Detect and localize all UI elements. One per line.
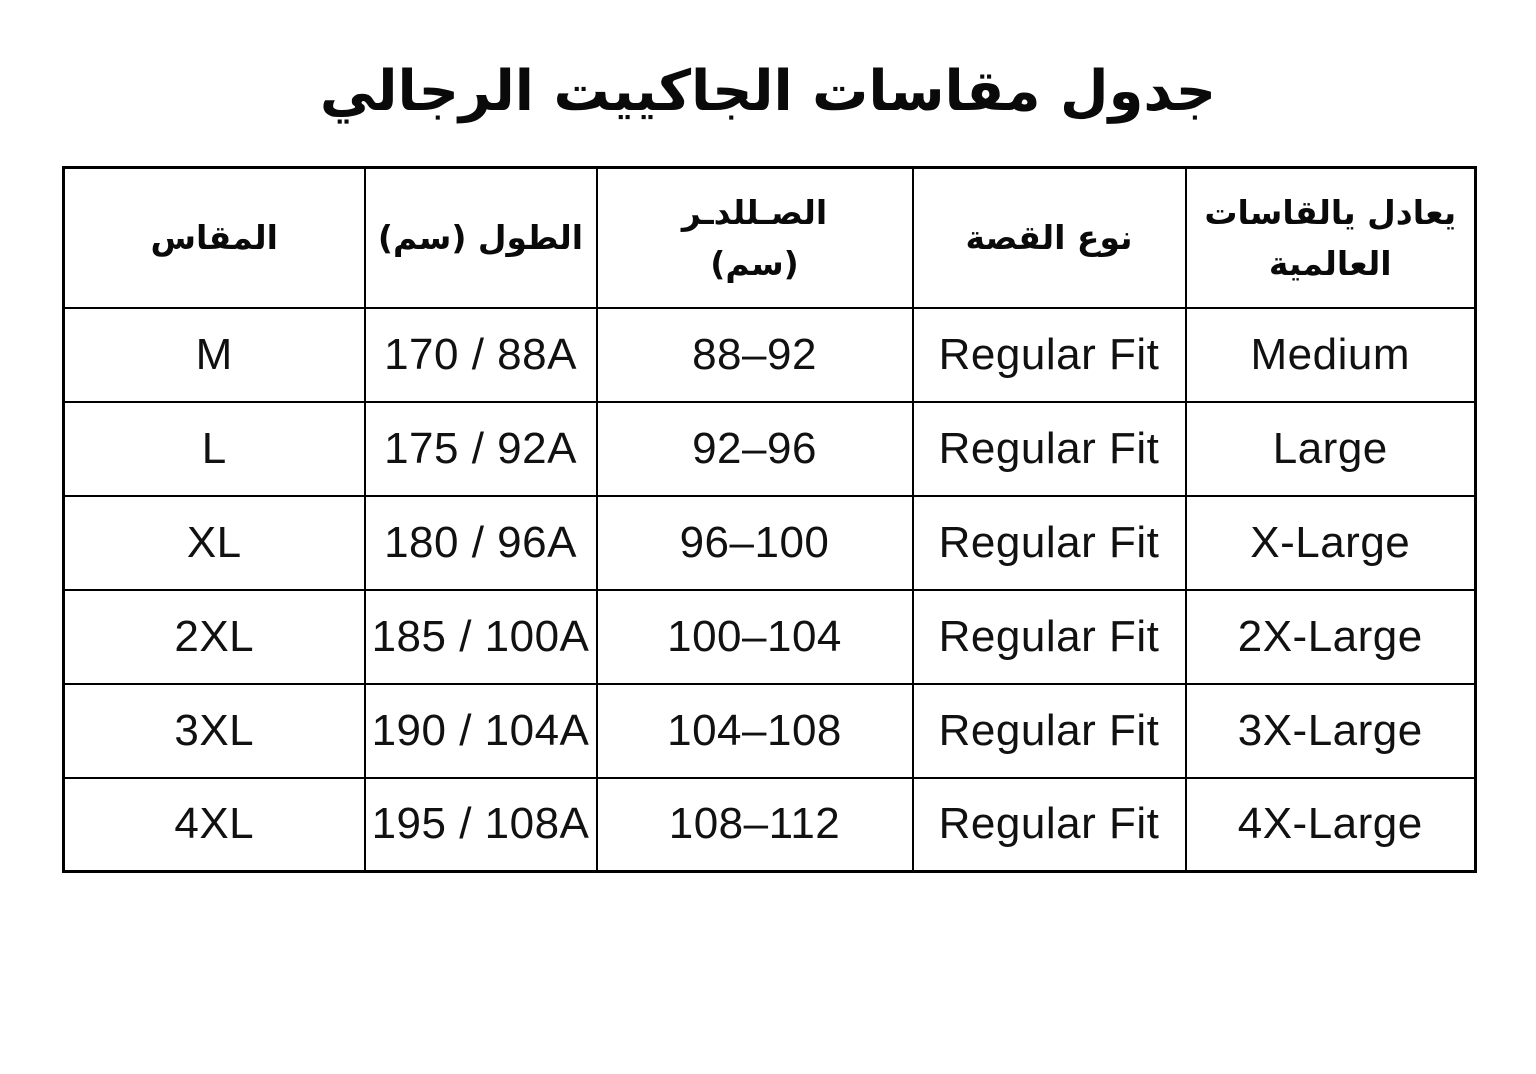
cell-fit-type: Regular Fit <box>913 402 1186 496</box>
cell-height: 180 / 96A <box>365 496 597 590</box>
header-chest-unit: (سم) <box>710 243 799 283</box>
cell-size: 2XL <box>64 590 365 684</box>
cell-fit-type: Regular Fit <box>913 590 1186 684</box>
header-cell-fit-type: نوع القصة <box>913 168 1186 308</box>
header-cell-chest <box>597 168 913 308</box>
cell-height: 195 / 108A <box>365 778 597 872</box>
cell-size: 3XL <box>64 684 365 778</box>
cell-chest: 92–96 <box>597 402 913 496</box>
header-cell-size: المقاس <box>64 168 365 308</box>
cell-height: 170 / 88A <box>365 308 597 402</box>
cell-chest: 96–100 <box>597 496 913 590</box>
table-row <box>64 308 1476 402</box>
cell-chest: 100–104 <box>597 590 913 684</box>
header-intl-line1: يعادل يالقاسات <box>1204 192 1457 232</box>
cell-intl-equivalent: 3X-Large <box>1186 684 1476 778</box>
cell-size: L <box>64 402 365 496</box>
cell-fit-type: Regular Fit <box>913 778 1186 872</box>
header-intl-line2: العالمية <box>1268 243 1392 283</box>
cell-size: M <box>64 308 365 402</box>
cell-intl-equivalent: Medium <box>1186 308 1476 402</box>
table-row <box>64 590 1476 684</box>
header-intl-stack <box>1187 187 1475 289</box>
cell-intl-equivalent: 2X-Large <box>1186 590 1476 684</box>
cell-chest: 104–108 <box>597 684 913 778</box>
table-header <box>64 168 1476 308</box>
cell-intl-equivalent: Large <box>1186 402 1476 496</box>
table-row <box>64 778 1476 872</box>
table-body <box>64 308 1476 872</box>
size-chart-table <box>62 166 1477 873</box>
header-cell-intl-equivalent <box>1186 168 1476 308</box>
cell-fit-type: Regular Fit <box>913 308 1186 402</box>
page-title: جدول مقاسات الجاكييت الرجالي <box>319 59 1217 124</box>
cell-height: 185 / 100A <box>365 590 597 684</box>
cell-chest: 88–92 <box>597 308 913 402</box>
cell-height: 175 / 92A <box>365 402 597 496</box>
table-row <box>64 684 1476 778</box>
header-row <box>64 168 1476 308</box>
cell-fit-type: Regular Fit <box>913 496 1186 590</box>
cell-intl-equivalent: 4X-Large <box>1186 778 1476 872</box>
header-cell-height: الطول (سم) <box>365 168 597 308</box>
cell-intl-equivalent: X-Large <box>1186 496 1476 590</box>
table-row <box>64 496 1476 590</box>
header-chest-stack <box>598 187 912 289</box>
cell-height: 190 / 104A <box>365 684 597 778</box>
cell-chest: 108–112 <box>597 778 913 872</box>
cell-fit-type: Regular Fit <box>913 684 1186 778</box>
cell-size: XL <box>64 496 365 590</box>
table-row <box>64 402 1476 496</box>
header-chest-label: الصـللدـر <box>681 192 828 232</box>
cell-size: 4XL <box>64 778 365 872</box>
